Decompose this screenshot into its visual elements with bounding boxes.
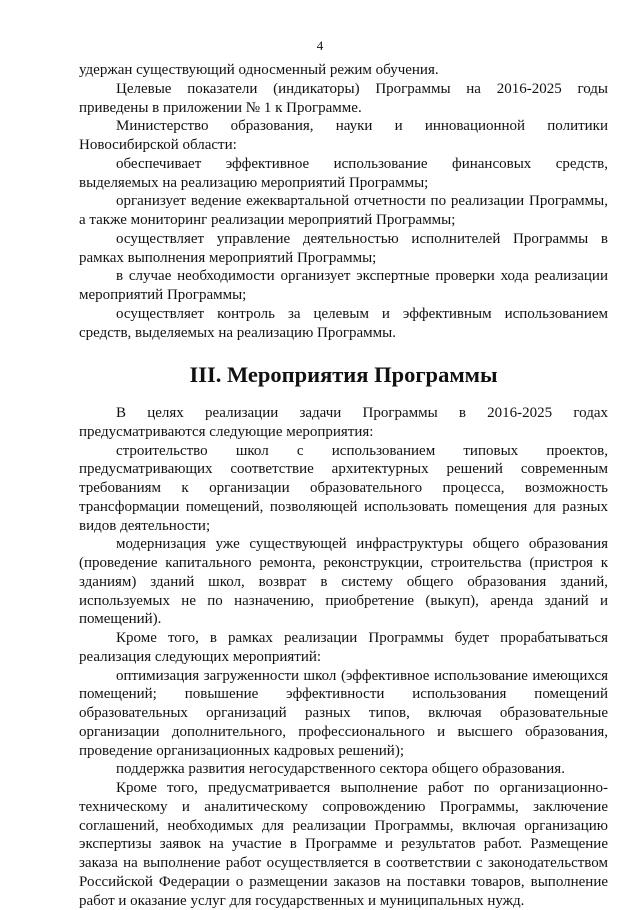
paragraph: организует ведение ежеквартальной отчетности по реализации Программы, а также мониторинг реализации мероприятий Программы; (79, 193, 608, 228)
paragraph: удержан существующий односменный режим обучения. (79, 62, 439, 78)
paragraph: В целях реализации задачи Программы в 2016-2025 годах предусматриваются следующие мероприятия: (79, 405, 608, 440)
paragraph: оптимизация загруженности школ (эффективное использование имеющихся помещений; повышение эффективности использования помещений образовательных организаций разных типов, включая образовательные организации дополнительного, профессионального и высшего образования, проведение организационных кадровых решений); (79, 667, 608, 759)
section-heading: III. Мероприятия Программы (189, 362, 498, 388)
paragraph: Кроме того, в рамках реализации Программы будет прорабатываться реализация следующих мероприятий: (79, 630, 608, 665)
page-number: 4 (316, 38, 324, 53)
paragraph: Кроме того, предусматривается выполнение работ по организационно-техническому и аналитическому сопровождению Программы, заключение соглашений, необходимых для реализации Программы, включая организацию экспертизы заявок на участие в Программе и результатов работ. Размещение заказа на выполнение работ осуществляется в соответствии с законодательством Российской Федерации о размещении заказов на поставки товаров, выполнение работ и оказание услуг для государственных и муниципальных нужд. (79, 780, 608, 909)
paragraph: в случае необходимости организует экспертные проверки хода реализации мероприятий Программы; (79, 268, 608, 303)
paragraph: обеспечивает эффективное использование финансовых средств, выделяемых на реализацию мероприятий Программы; (79, 155, 608, 191)
paragraph: Министерство образования, науки и инновационной политики Новосибирской области: (79, 118, 608, 153)
paragraph: строительство школ с использованием типовых проектов, предусматривающих соответствие архитектурных решений современным требованиям к организации образовательного процесса, возможность трансформации помещений, позволяющей использовать помещения для разных видов деятельности; (79, 442, 608, 534)
paragraph: поддержка развития негосударственного сектора общего образования. (116, 761, 565, 778)
paragraph: модернизация уже существующей инфраструктуры общего образования (проведение капитального ремонта, реконструкции, строительства (пристроя к зданиям) зданий школ, возврат в систему общего образования зданий, используемых не по назначению, приобретение (выкуп), аренда зданий и помещений). (79, 536, 608, 628)
document-body (79, 61, 608, 910)
paragraph: осуществляет управление деятельностью исполнителей Программы в рамках выполнения мероприятий Программы; (79, 230, 608, 266)
paragraph: осуществляет контроль за целевым и эффективным использованием средств, выделяемых на реализацию Программы. (79, 305, 608, 341)
paragraph: Целевые показатели (индикаторы) Программы на 2016-2025 годы приведены в приложении № 1 к Программе. (79, 80, 608, 116)
